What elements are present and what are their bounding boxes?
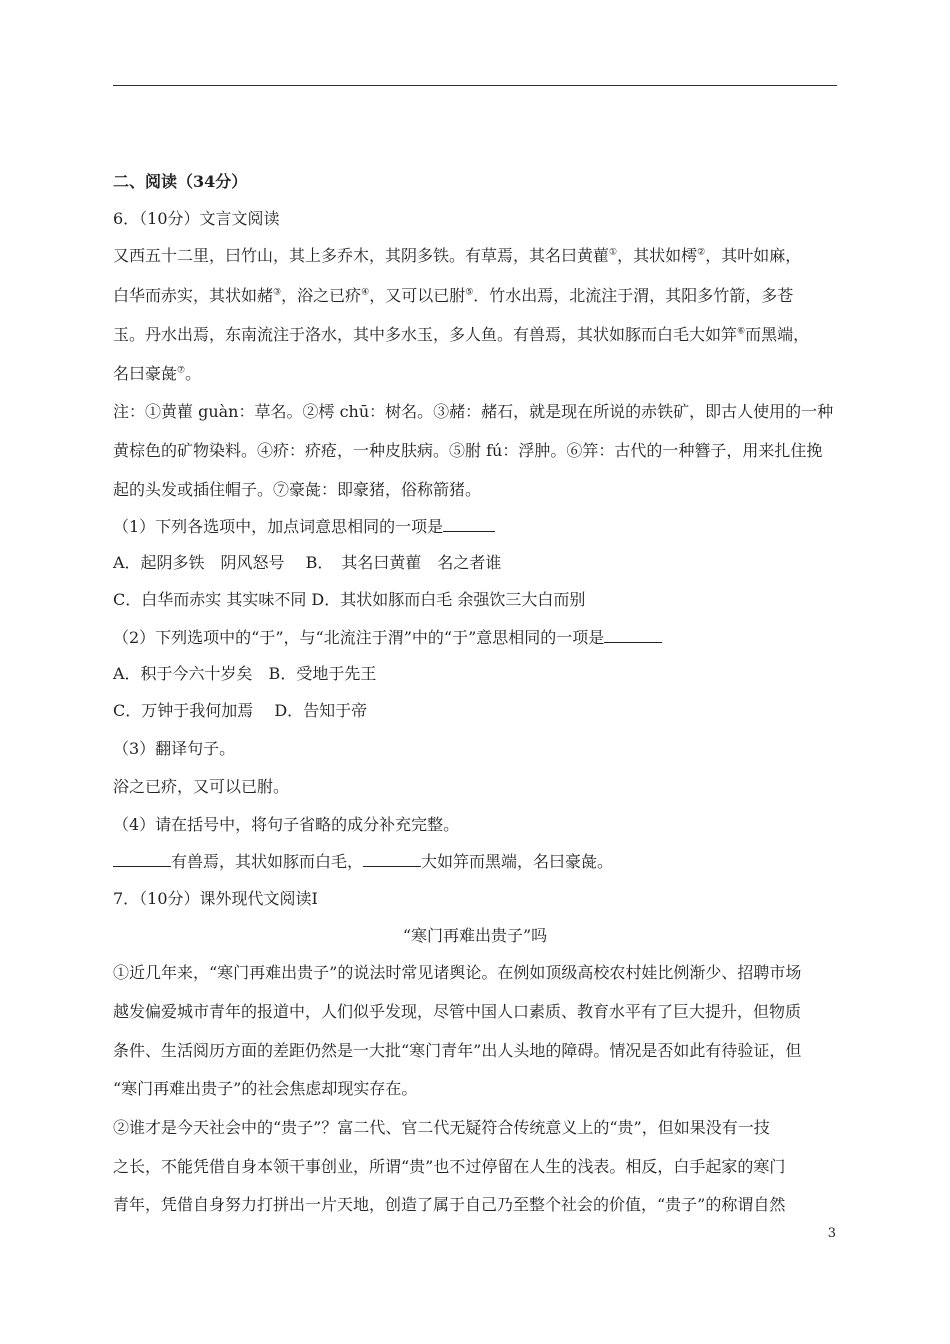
q6-sub2-options-row-2: C．万钟于我何加焉 D．告知于帝 [113,701,368,720]
q6-sub1-options-row-2: C．白华而赤实 其实味不同 D．其状如豚而白毛 余强饮三大白而别 [113,590,586,609]
page-number: 3 [827,1226,836,1241]
footnote-marker: ③ [273,287,282,298]
footnote-marker: ⑥ [737,326,746,337]
answer-blank [113,852,171,867]
q6-sub4-sentence: 有兽焉，其状如豚而白毛， 大如笄而黑端，名曰豪彘。 [113,852,613,872]
answer-blank [604,628,662,643]
header-rule [113,85,837,86]
q7-paragraph-line: 条件、生活阅历方面的差距仍然是一大批“寒门青年”出人头地的障碍。情况是否如此有待验证，但 [113,1041,802,1060]
q6-passage-line-2: 白华而赤实，其状如赭③，浴之已疥④，又可以已胕⑤．竹水出焉，北流注于渭，其阳多竹箭，多苍 [113,286,794,305]
q6-sub2-stem: （2）下列选项中的“于”，与“北流注于渭”中的“于”意思相同的一项是 [113,628,662,648]
footnote-marker: ① [609,247,618,258]
q6-passage-line-1: 又西五十二里，曰竹山，其上多乔木，其阴多铁。有草焉，其名曰黄雚①，其状如樗②，其叶如麻， [113,246,802,265]
answer-blank [363,852,421,867]
q6-sub2-options-row-1: A．积于今六十岁矣 B．受地于先王 [113,664,377,683]
q7-paragraph-line: 越发偏爱城市青年的报道中，人们似乎发现，尽管中国人口素质、教育水平有了巨大提升，但物质 [113,1002,802,1021]
footnote-marker: ④ [361,287,370,298]
q6-sub4-stem: （4）请在括号中，将句子省略的成分补充完整。 [113,815,460,834]
q6-sub1-options-row-1: A．起阴多铁 阴风怒号 B． 其名曰黄雚 名之者谁 [113,553,502,572]
q6-passage-line-4: 名曰豪彘⑦。 [113,364,202,383]
q6-heading: 6．（10分）文言文阅读 [113,209,280,228]
q7-paragraph-line: ②谁才是今天社会中的“贵子”？富二代、官二代无疑符合传统意义上的“贵”，但如果没有一技 [113,1118,770,1137]
q6-sub3-stem: （3）翻译句子。 [113,739,236,758]
q6-sub3-sentence: 浴之已疥，又可以已胕。 [113,777,290,796]
q6-notes-line-2: 黄棕色的矿物染料。④疥：疥疮，一种皮肤病。⑤胕 fú：浮肿。⑥笄：古代的一种簪子，用来扎住挽 [113,441,823,460]
q6-notes-line-3: 起的头发或插住帽子。⑦豪彘：即豪猪，俗称箭猪。 [113,480,482,499]
q7-heading: 7．（10分）课外现代文阅读Ⅰ [113,889,318,908]
q7-paragraph-line: 青年，凭借自身努力打拼出一片天地，创造了属于自己乃至整个社会的价值，“贵子”的称谓自然 [113,1195,786,1214]
footnote-marker: ⑦ [177,365,186,376]
q7-paragraph-line: “寒门再难出贵子”的社会焦虑却现实存在。 [113,1079,418,1098]
q6-sub1-stem: （1）下列各选项中，加点词意思相同的一项是 [113,517,495,537]
q7-article-title: “寒门再难出贵子”吗 [402,926,548,945]
q7-paragraph-line: ①近几年来，“寒门再难出贵子”的说法时常见诸舆论。在例如顶级高校农村娃比例渐少、招聘市场 [113,963,802,982]
answer-blank [443,517,495,532]
q6-passage-line-3: 玉。丹水出焉，东南流注于洛水，其中多水玉，多人鱼。有兽焉，其状如豚而白毛大如笄⑥而黑端， [113,325,810,344]
section-title: 二、阅读（34分） [113,172,248,191]
q6-notes-line-1: 注：①黄雚 guàn：草名。②樗 chū：树名。③赭：赭石，就是现在所说的赤铁矿，即古人使用的一种 [113,402,834,421]
q7-paragraph-line: 之长，不能凭借自身本领干事创业，所谓“贵”也不过停留在人生的浅表。相反，白手起家的寒门 [113,1157,786,1176]
footnote-marker: ⑤ [465,287,474,298]
footnote-marker: ② [697,247,706,258]
